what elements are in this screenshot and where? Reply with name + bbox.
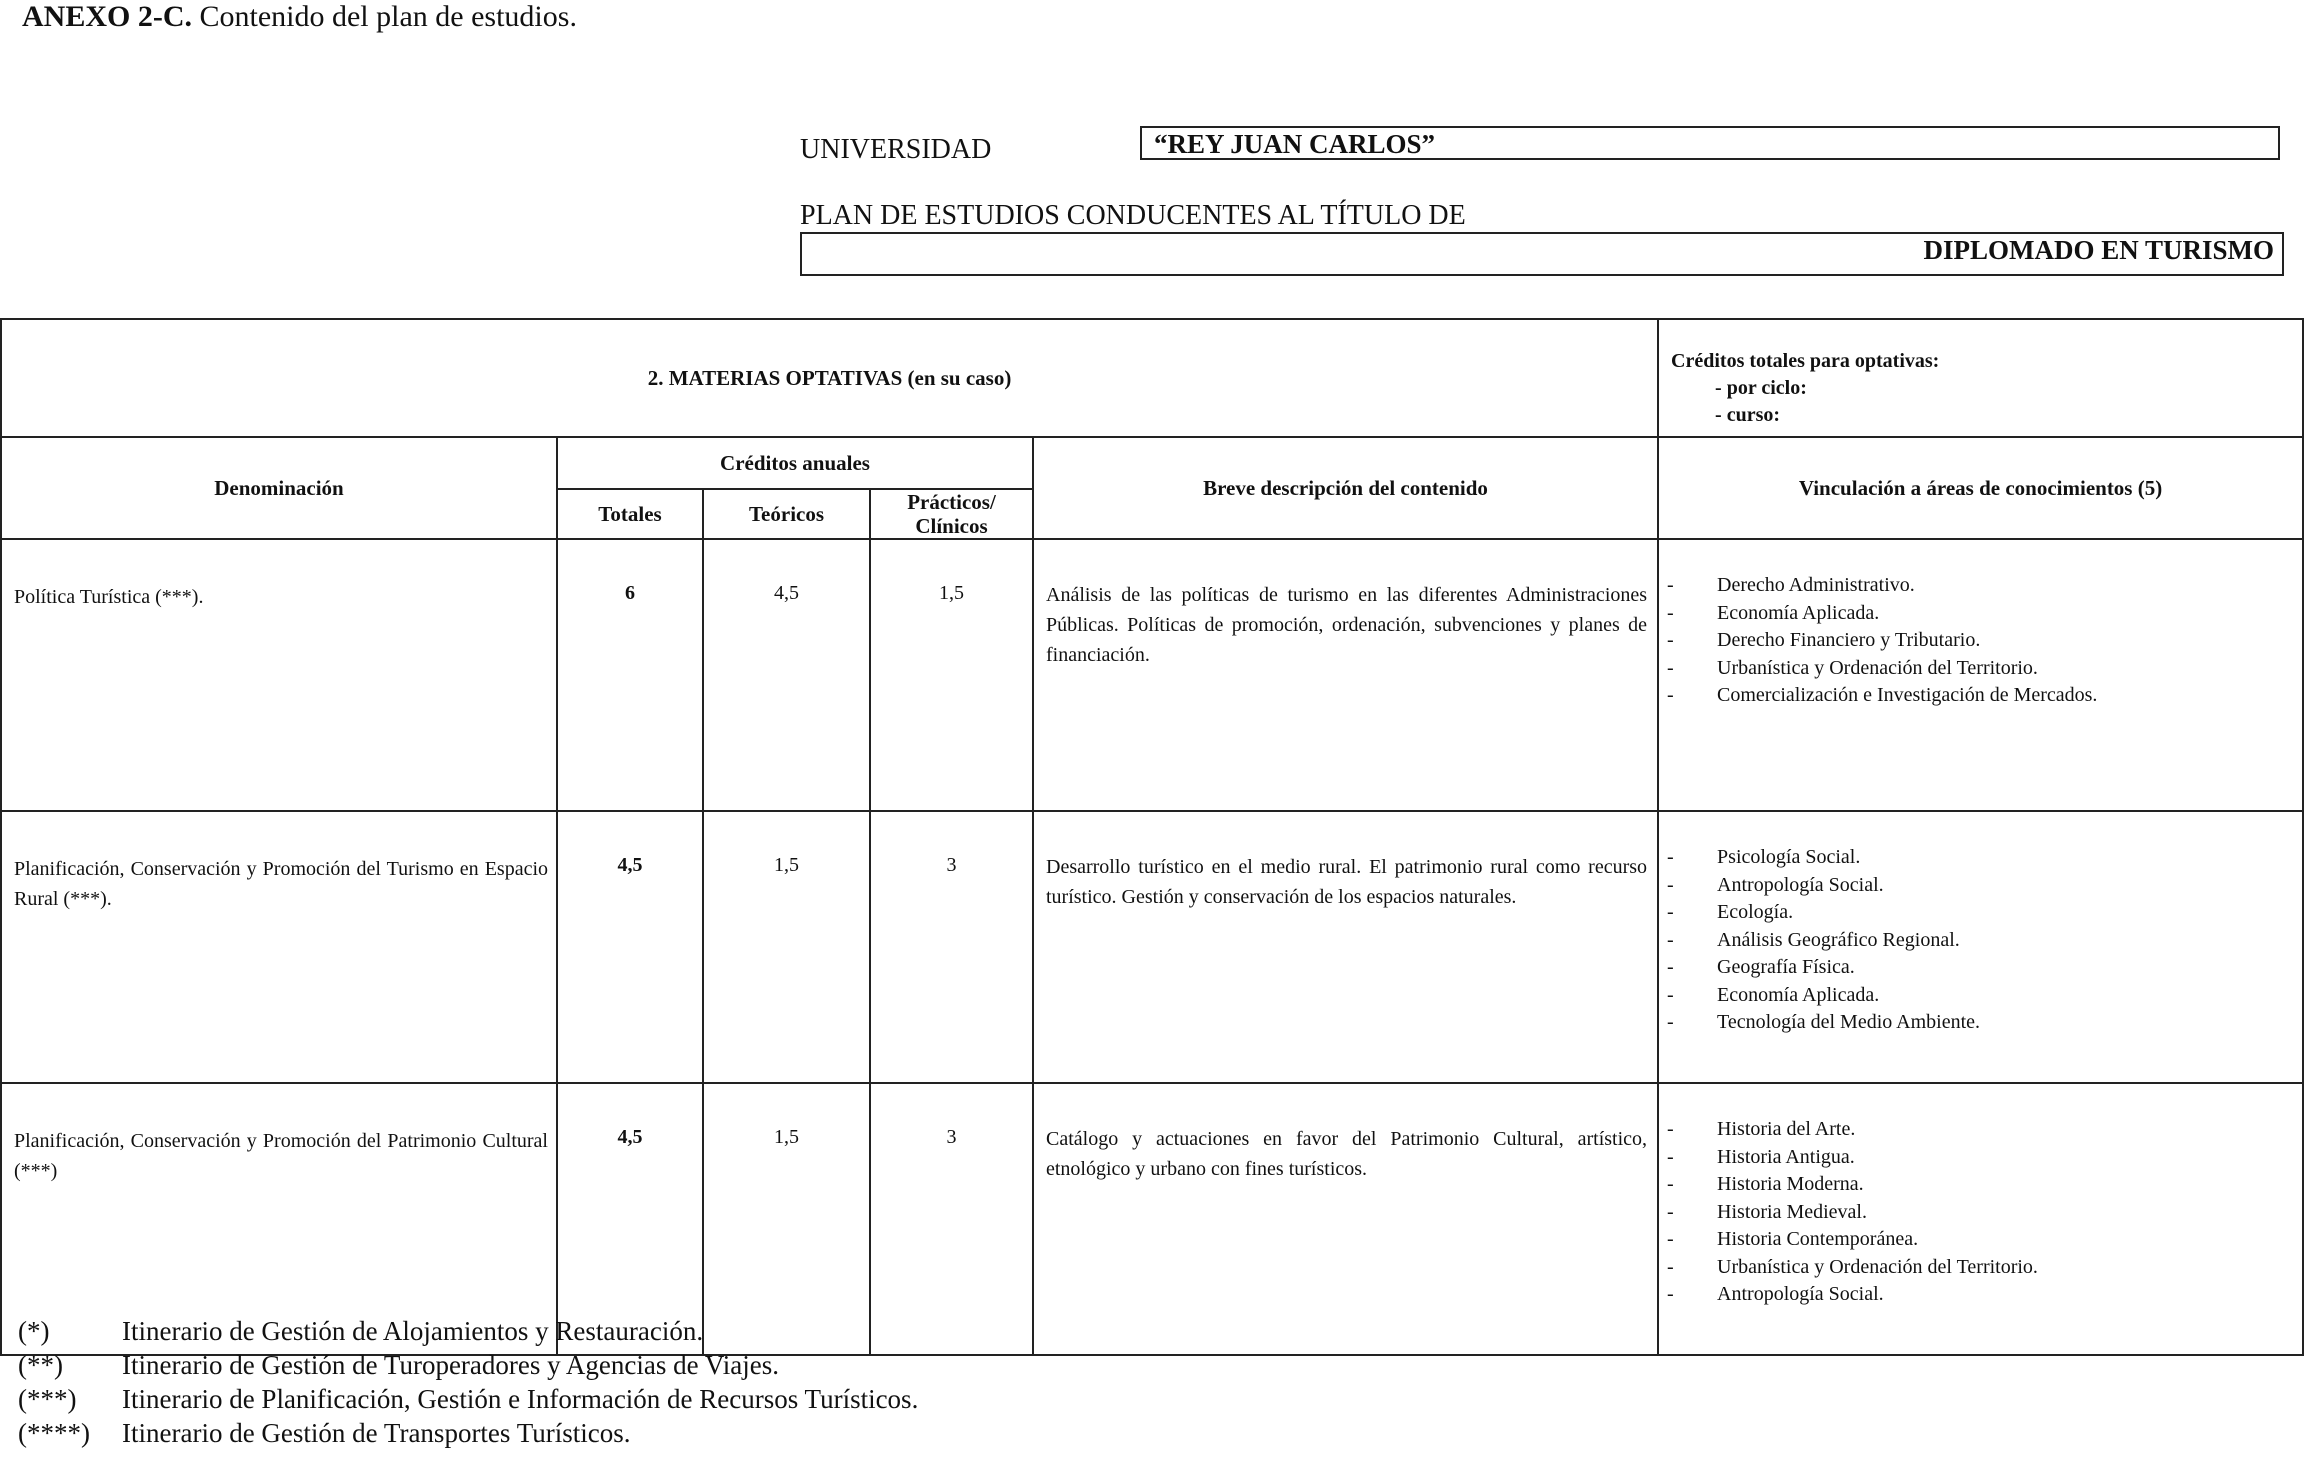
credits-practical: 1,5 bbox=[870, 539, 1033, 811]
total-credits-box bbox=[1658, 319, 2303, 437]
area-label: Comercialización e Investigación de Mercados. bbox=[1717, 684, 2098, 706]
footnote-text: Itinerario de Gestión de Alojamientos y Restauración. bbox=[122, 1316, 704, 1346]
list-item: - Historia Medieval. bbox=[1667, 1199, 2302, 1227]
credits-practical: 3 bbox=[870, 1083, 1033, 1355]
list-item: - Urbanística y Ordenación del Territorio. bbox=[1667, 655, 2302, 683]
table-title-row bbox=[1, 319, 2303, 437]
degree-box: DIPLOMADO EN TURISMO bbox=[800, 232, 2284, 276]
area-label: Economía Aplicada. bbox=[1717, 983, 1880, 1006]
subject-description: Análisis de las políticas de turismo en las diferentes Administraciones Públicas. Políticas de promoción, ordenación, subvenciones y planes de financiación. bbox=[1033, 539, 1658, 811]
area-label: Economía Aplicada. bbox=[1717, 601, 1880, 624]
list-item: - Psicología Social. bbox=[1667, 844, 2302, 872]
list-item: - Historia Antigua. bbox=[1667, 1144, 2302, 1172]
area-label: Derecho Financiero y Tributario. bbox=[1717, 629, 1981, 651]
credits-total: 4,5 bbox=[557, 811, 703, 1083]
footnote bbox=[18, 1316, 703, 1347]
column-header-row bbox=[1, 437, 2303, 489]
col-header-annual-credits: Créditos anuales bbox=[557, 437, 1033, 489]
area-label: Derecho Administrativo. bbox=[1717, 574, 1915, 596]
annex-description: Contenido del plan de estudios. bbox=[192, 0, 577, 33]
credits-total: 6 bbox=[557, 539, 703, 811]
area-label: Urbanística y Ordenación del Territorio. bbox=[1717, 656, 2038, 679]
area-label: Historia del Arte. bbox=[1717, 1118, 1856, 1140]
credits-per-course: - curso: bbox=[1715, 404, 1781, 426]
credits-practical: 3 bbox=[870, 811, 1033, 1083]
col-header-description: Breve descripción del contenido bbox=[1033, 437, 1658, 539]
list-item: - Análisis Geográfico Regional. bbox=[1667, 927, 2302, 955]
knowledge-areas bbox=[1658, 539, 2303, 811]
list-item: - Antropología Social. bbox=[1667, 1281, 2302, 1309]
col-header-areas: Vinculación a áreas de conocimientos (5) bbox=[1658, 437, 2303, 539]
footnote-mark: (***) bbox=[18, 1384, 77, 1414]
list-item: - Urbanística y Ordenación del Territorio. bbox=[1667, 1254, 2302, 1282]
area-label: Urbanística y Ordenación del Territorio. bbox=[1717, 1255, 2038, 1278]
area-label: Antropología Social. bbox=[1717, 1283, 1884, 1305]
area-label: Análisis Geográfico Regional. bbox=[1717, 928, 1960, 951]
list-item: - Derecho Administrativo. bbox=[1667, 572, 2302, 600]
optional-subjects-table-wrapper bbox=[0, 318, 2302, 1305]
annex-title bbox=[22, 0, 577, 34]
col-header-theory: Teóricos bbox=[703, 489, 870, 539]
footnote bbox=[18, 1384, 918, 1415]
list-item: - Historia Moderna. bbox=[1667, 1171, 2302, 1199]
footnote bbox=[18, 1350, 779, 1381]
subject-name: Planificación, Conservación y Promoción del Patrimonio Cultural (***) bbox=[1, 1083, 557, 1355]
footnote-text: Itinerario de Planificación, Gestión e Información de Recursos Turísticos. bbox=[122, 1384, 919, 1414]
area-label: Antropología Social. bbox=[1717, 873, 1884, 896]
section-title: 2. MATERIAS OPTATIVAS (en su caso) bbox=[1, 319, 1658, 437]
footnote-mark: (**) bbox=[18, 1350, 63, 1380]
list-item: - Ecología. bbox=[1667, 899, 2302, 927]
total-credits-title: Créditos totales para optativas: bbox=[1671, 350, 1940, 372]
subject-description: Desarrollo turístico en el medio rural. El patrimonio rural como recurso turístico. Gestión y conservación de los espacios naturales. bbox=[1033, 811, 1658, 1083]
area-label: Historia Medieval. bbox=[1717, 1200, 1867, 1223]
area-label: Ecología. bbox=[1717, 901, 1794, 923]
credits-theory: 1,5 bbox=[703, 1083, 870, 1355]
list-item: - Antropología Social. bbox=[1667, 872, 2302, 900]
footnote bbox=[18, 1418, 630, 1449]
col-header-practical-line1: Prácticos/ bbox=[907, 490, 996, 514]
list-item: - Historia Contemporánea. bbox=[1667, 1226, 2302, 1254]
col-header-name: Denominación bbox=[1, 437, 557, 539]
footnote-mark: (****) bbox=[18, 1418, 90, 1448]
col-header-practical-line2: Clínicos bbox=[915, 514, 988, 538]
list-item: - Tecnología del Medio Ambiente. bbox=[1667, 1009, 2302, 1037]
area-label: Historia Moderna. bbox=[1717, 1173, 1864, 1195]
table-row bbox=[1, 539, 2303, 811]
table-row bbox=[1, 811, 2303, 1083]
plan-label: PLAN DE ESTUDIOS CONDUCENTES AL TÍTULO DE bbox=[800, 200, 1466, 231]
credits-theory: 4,5 bbox=[703, 539, 870, 811]
col-header-practical bbox=[870, 489, 1033, 539]
list-item: - Geografía Física. bbox=[1667, 954, 2302, 982]
subject-name: Planificación, Conservación y Promoción del Turismo en Espacio Rural (***). bbox=[1, 811, 557, 1083]
credits-total: 4,5 bbox=[557, 1083, 703, 1355]
subject-name: Política Turística (***). bbox=[1, 539, 557, 811]
list-item: - Derecho Financiero y Tributario. bbox=[1667, 627, 2302, 655]
footnote-text: Itinerario de Gestión de Turoperadores y Agencias de Viajes. bbox=[122, 1350, 779, 1380]
university-name-box: “REY JUAN CARLOS” bbox=[1140, 126, 2280, 160]
knowledge-areas bbox=[1658, 1083, 2303, 1355]
annex-label: ANEXO 2-C. bbox=[22, 0, 192, 33]
area-label: Tecnología del Medio Ambiente. bbox=[1717, 1011, 1981, 1033]
university-label: UNIVERSIDAD bbox=[800, 134, 992, 165]
list-item: - Economía Aplicada. bbox=[1667, 600, 2302, 628]
area-label: Historia Antigua. bbox=[1717, 1145, 1855, 1168]
optional-subjects-table bbox=[0, 318, 2304, 1356]
list-item: - Comercialización e Investigación de Mercados. bbox=[1667, 682, 2302, 710]
area-label: Historia Contemporánea. bbox=[1717, 1228, 1919, 1250]
credits-per-cycle: - por ciclo: bbox=[1715, 377, 1807, 399]
credits-theory: 1,5 bbox=[703, 811, 870, 1083]
footnote-mark: (*) bbox=[18, 1316, 50, 1346]
knowledge-areas bbox=[1658, 811, 2303, 1083]
footnote-text: Itinerario de Gestión de Transportes Turísticos. bbox=[122, 1418, 631, 1448]
table-row bbox=[1, 1083, 2303, 1355]
list-item: - Economía Aplicada. bbox=[1667, 982, 2302, 1010]
area-label: Psicología Social. bbox=[1717, 846, 1861, 868]
col-header-total: Totales bbox=[557, 489, 703, 539]
subject-description: Catálogo y actuaciones en favor del Patrimonio Cultural, artístico, etnológico y urbano con fines turísticos. bbox=[1033, 1083, 1658, 1355]
list-item: - Historia del Arte. bbox=[1667, 1116, 2302, 1144]
area-label: Geografía Física. bbox=[1717, 956, 1855, 978]
